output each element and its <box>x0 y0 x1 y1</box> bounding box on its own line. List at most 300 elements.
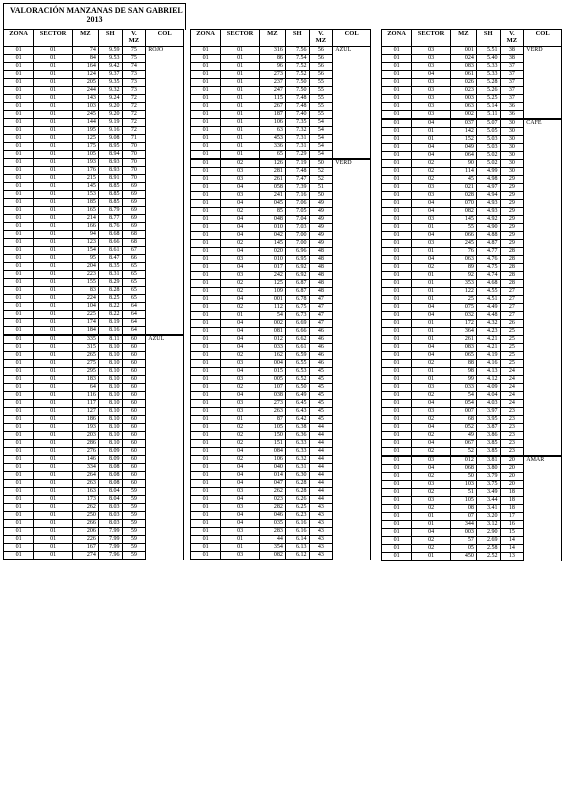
table-cell: 6.59 <box>285 352 309 360</box>
table-cell: 04 <box>412 208 451 216</box>
table-cell: 01 <box>382 95 412 103</box>
table-row <box>191 440 371 448</box>
table-cell <box>146 311 184 319</box>
table-cell: 72 <box>122 111 146 119</box>
column-header: COL <box>524 30 562 47</box>
table-cell: 3.75 <box>476 481 500 489</box>
table-cell: 01 <box>412 368 451 376</box>
table-cell <box>333 63 371 71</box>
table-cell: 6.42 <box>285 416 309 424</box>
table-cell: 01 <box>191 192 221 200</box>
table-cell: 7.35 <box>285 119 309 127</box>
table-cell: 01 <box>4 191 34 199</box>
table-cell <box>146 528 184 536</box>
table-cell: 04 <box>221 320 260 328</box>
table-row <box>382 55 562 63</box>
table-cell: 68 <box>450 416 476 424</box>
table-cell: 54 <box>309 151 333 160</box>
table-row <box>4 504 184 512</box>
table-cell: 7.00 <box>285 232 309 240</box>
table-row <box>382 352 562 360</box>
table-cell: 01 <box>382 473 412 481</box>
table-cell <box>524 208 562 216</box>
table-cell: 010 <box>259 224 285 232</box>
table-row <box>191 224 371 232</box>
table-cell: 264 <box>72 472 98 480</box>
table-cell: 8.10 <box>98 344 122 352</box>
table-cell: 8.85 <box>98 191 122 199</box>
table-cell: 01 <box>382 376 412 384</box>
table-cell: 01 <box>191 336 221 344</box>
table-cell: 03 <box>412 384 451 392</box>
table-row <box>191 496 371 504</box>
table-cell: 242 <box>259 272 285 280</box>
table-cell: 4.48 <box>476 312 500 320</box>
table-cell: 01 <box>34 295 73 303</box>
table-cell <box>333 496 371 504</box>
table-cell: 01 <box>191 480 221 488</box>
table-cell: 8.03 <box>98 512 122 520</box>
table-cell: 01 <box>382 489 412 497</box>
table-row <box>382 304 562 312</box>
table-cell: 026 <box>450 79 476 87</box>
table-cell: 8.10 <box>98 432 122 440</box>
table-cell: 8.93 <box>98 159 122 167</box>
column-header: SECTOR <box>412 30 451 47</box>
table-row <box>191 264 371 272</box>
table-cell: 01 <box>34 87 73 95</box>
table-cell <box>146 488 184 496</box>
table-cell: 166 <box>72 223 98 231</box>
table-cell <box>146 303 184 311</box>
table-row <box>382 232 562 240</box>
table-cell: 01 <box>412 376 451 384</box>
table-cell: 028 <box>450 192 476 200</box>
table-cell: 2.90 <box>476 529 500 537</box>
table-cell <box>524 192 562 200</box>
table-cell: 6.32 <box>285 456 309 464</box>
table-cell: 59 <box>122 552 146 560</box>
table-cell: 002 <box>259 320 285 328</box>
table-cell <box>333 143 371 151</box>
table-cell: 193 <box>72 159 98 167</box>
table-cell: 07 <box>450 513 476 521</box>
table-row <box>4 400 184 408</box>
table-cell: 01 <box>412 136 451 144</box>
table-cell: 01 <box>191 119 221 127</box>
table-cell: 01 <box>34 95 73 103</box>
table-cell: 6.62 <box>285 336 309 344</box>
table-cell: 01 <box>221 416 260 424</box>
table-cell <box>333 544 371 552</box>
table-cell: 237 <box>259 79 285 87</box>
table-cell: 165 <box>72 207 98 215</box>
table-cell <box>333 336 371 344</box>
table-cell <box>146 552 184 560</box>
table-cell: 02 <box>221 424 260 432</box>
table-cell: AMAR <box>524 456 562 465</box>
table-cell: 01 <box>34 79 73 87</box>
table-row <box>382 103 562 111</box>
table-cell: 01 <box>191 496 221 504</box>
table-cell: 46 <box>309 352 333 360</box>
table-cell: 01 <box>4 335 34 344</box>
table-cell: 60 <box>122 392 146 400</box>
table-cell: 01 <box>34 384 73 392</box>
table-row <box>4 536 184 544</box>
table-cell: 01 <box>34 47 73 55</box>
table-cell: 64 <box>122 319 146 327</box>
table-cell: 01 <box>191 536 221 544</box>
table-cell: 065 <box>450 352 476 360</box>
table-cell: 336 <box>259 143 285 151</box>
table-cell: 048 <box>259 216 285 224</box>
table-cell: 8.35 <box>98 263 122 271</box>
table-cell <box>146 263 184 271</box>
table-cell: 8.76 <box>98 223 122 231</box>
table-cell: 24 <box>500 376 524 384</box>
table-cell: 8.08 <box>98 480 122 488</box>
table-cell <box>524 136 562 144</box>
table-cell: 049 <box>450 144 476 152</box>
table-cell: 4.19 <box>476 352 500 360</box>
table-cell: 6.16 <box>285 520 309 528</box>
column-header: COL <box>146 30 184 47</box>
table-cell: 01 <box>34 199 73 207</box>
table-row <box>382 128 562 136</box>
table-cell: 02 <box>412 448 451 457</box>
table-cell: 6.43 <box>285 408 309 416</box>
table-cell: 125 <box>72 135 98 143</box>
table-row <box>191 488 371 496</box>
table-cell: 01 <box>191 256 221 264</box>
table-row <box>191 320 371 328</box>
table-cell: 167 <box>72 544 98 552</box>
table-cell: 024 <box>450 55 476 63</box>
table-cell: 56 <box>309 47 333 55</box>
table-cell: 30 <box>500 136 524 144</box>
table-cell: 7.03 <box>285 224 309 232</box>
table-cell: 244 <box>72 87 98 95</box>
table-cell: 60 <box>122 472 146 480</box>
table-cell <box>146 376 184 384</box>
table-cell: 03 <box>221 360 260 368</box>
table-cell: 01 <box>191 240 221 248</box>
table-cell: 28 <box>500 272 524 280</box>
table-cell <box>146 536 184 544</box>
table-row <box>382 416 562 424</box>
table-cell: 01 <box>382 456 412 465</box>
table-cell: 29 <box>500 176 524 184</box>
table-cell: 6.73 <box>285 312 309 320</box>
table-cell <box>333 408 371 416</box>
table-cell: 6.30 <box>285 472 309 480</box>
column-header: SH <box>98 30 122 47</box>
table-cell: 052 <box>450 424 476 432</box>
table-cell: 18 <box>500 505 524 513</box>
table-cell: 01 <box>4 271 34 279</box>
table-cell: 01 <box>221 87 260 95</box>
table-cell: 01 <box>221 79 260 87</box>
table-cell: 5.02 <box>476 160 500 168</box>
table-cell <box>146 544 184 552</box>
table-cell: 60 <box>122 384 146 392</box>
table-row <box>382 513 562 521</box>
table-cell: 50 <box>309 159 333 168</box>
table-cell: 01 <box>221 111 260 119</box>
table-cell <box>146 448 184 456</box>
table-cell: 47 <box>309 296 333 304</box>
table-cell <box>146 127 184 135</box>
table-cell: 146 <box>72 456 98 464</box>
table-cell: 046 <box>259 512 285 520</box>
table-cell <box>146 512 184 520</box>
table-cell: 02 <box>221 456 260 464</box>
table-cell: 04 <box>221 464 260 472</box>
table-row <box>4 151 184 159</box>
table-cell: 65 <box>122 263 146 271</box>
table-cell: 43 <box>309 536 333 544</box>
table-cell <box>333 288 371 296</box>
table-cell: 87 <box>259 416 285 424</box>
table-cell: 29 <box>500 216 524 224</box>
table-cell: 01 <box>221 544 260 552</box>
table-cell: 01 <box>191 87 221 95</box>
table-cell: 020 <box>259 248 285 256</box>
table-cell: 01 <box>191 176 221 184</box>
table-cell: 43 <box>309 520 333 528</box>
table-cell: 4.90 <box>476 224 500 232</box>
table-cell: 23 <box>500 440 524 448</box>
table-cell: 01 <box>382 296 412 304</box>
table-cell: 3.85 <box>476 440 500 448</box>
table-cell: 01 <box>382 392 412 400</box>
table-cell: 082 <box>259 552 285 560</box>
table-cell: 01 <box>191 320 221 328</box>
table-cell: 29 <box>500 224 524 232</box>
table-cell: 52 <box>309 168 333 176</box>
table-row <box>191 552 371 560</box>
table-cell: 068 <box>450 465 476 473</box>
table-cell: 01 <box>191 79 221 87</box>
table-cell: 01 <box>382 184 412 192</box>
table-row <box>382 280 562 288</box>
table-row <box>4 416 184 424</box>
table-cell: 01 <box>382 176 412 184</box>
table-cell: 76 <box>450 248 476 256</box>
table-cell: 01 <box>34 71 73 79</box>
table-cell: 01 <box>4 55 34 63</box>
table-cell <box>524 288 562 296</box>
table-cell: 30 <box>500 128 524 136</box>
table-cell <box>146 400 184 408</box>
table-cell: 96 <box>259 63 285 71</box>
table-cell: 01 <box>382 320 412 328</box>
table-cell: 01 <box>191 103 221 111</box>
table-cell: 01 <box>4 544 34 552</box>
table-cell: 241 <box>259 192 285 200</box>
table-cell: 6.61 <box>285 344 309 352</box>
table-cell: 5.51 <box>476 47 500 55</box>
table-cell: 56 <box>309 71 333 79</box>
table-cell: 45 <box>309 384 333 392</box>
table-cell: 01 <box>382 368 412 376</box>
table-cell: 245 <box>450 240 476 248</box>
table-cell: 263 <box>72 480 98 488</box>
table-cell: 01 <box>34 448 73 456</box>
table-cell: 6.33 <box>285 440 309 448</box>
table-row <box>382 87 562 95</box>
table-cell <box>333 232 371 240</box>
table-cell <box>333 424 371 432</box>
table-cell: 70 <box>122 143 146 151</box>
table-cell: 29 <box>500 200 524 208</box>
table-cell <box>524 392 562 400</box>
table-cell: 04 <box>412 440 451 448</box>
table-cell: 60 <box>122 424 146 432</box>
table-cell: 064 <box>450 152 476 160</box>
table-cell: 03 <box>412 47 451 55</box>
table-cell: 03 <box>412 497 451 505</box>
table-cell <box>333 432 371 440</box>
table-cell: 033 <box>450 384 476 392</box>
table-row <box>191 376 371 384</box>
table-cell: 176 <box>72 167 98 175</box>
table-row <box>4 360 184 368</box>
table-cell: 48 <box>309 248 333 256</box>
table-cell: 51 <box>450 489 476 497</box>
table-cell: 174 <box>72 319 98 327</box>
valuation-table-2 <box>190 29 371 560</box>
table-row <box>4 392 184 400</box>
table-cell: 54 <box>309 143 333 151</box>
table-cell <box>333 464 371 472</box>
table-cell: 70 <box>122 175 146 183</box>
table-cell: 01 <box>191 440 221 448</box>
table-row <box>191 135 371 143</box>
table-cell: 104 <box>72 303 98 311</box>
table-cell: 01 <box>34 127 73 135</box>
table-cell: 44 <box>309 472 333 480</box>
table-cell: 04 <box>412 232 451 240</box>
table-cell: 04 <box>221 512 260 520</box>
table-cell: 14 <box>500 545 524 553</box>
table-row <box>4 95 184 103</box>
table-cell: 01 <box>34 55 73 63</box>
table-cell: 04 <box>412 119 451 128</box>
table-row <box>382 176 562 184</box>
table-cell: 03 <box>412 79 451 87</box>
table-cell <box>333 95 371 103</box>
table-cell: 04 <box>221 328 260 336</box>
table-cell: 01 <box>34 496 73 504</box>
table-cell: 01 <box>382 240 412 248</box>
table-cell: 01 <box>382 553 412 561</box>
table-cell: 04 <box>412 424 451 432</box>
table-cell: 56 <box>309 55 333 63</box>
table-cell <box>524 400 562 408</box>
table-cell: 01 <box>382 448 412 457</box>
table-cell: 71 <box>122 135 146 143</box>
table-cell <box>333 87 371 95</box>
table-cell: 04 <box>221 344 260 352</box>
table-cell: 276 <box>72 448 98 456</box>
table-cell: 37 <box>500 71 524 79</box>
table-cell: 6.16 <box>285 528 309 536</box>
column-header: V. MZ <box>500 30 524 47</box>
table-cell: 01 <box>4 119 34 127</box>
table-cell: 335 <box>72 335 98 344</box>
table-cell: 88 <box>450 360 476 368</box>
table-cell: 04 <box>221 392 260 400</box>
table-cell: 01 <box>382 103 412 111</box>
table-cell: 01 <box>4 416 34 424</box>
table-cell: 73 <box>122 79 146 87</box>
table-row <box>191 111 371 119</box>
table-cell: 01 <box>221 47 260 55</box>
table-cell: 01 <box>34 215 73 223</box>
table-cell <box>146 231 184 239</box>
table-cell: 9.19 <box>98 119 122 127</box>
table-row <box>382 328 562 336</box>
table-cell: 295 <box>72 368 98 376</box>
table-cell: 30 <box>500 119 524 128</box>
table-cell <box>333 376 371 384</box>
table-row <box>382 320 562 328</box>
table-cell: 60 <box>122 480 146 488</box>
table-row <box>382 240 562 248</box>
table-cell: 64 <box>122 303 146 311</box>
table-cell: 204 <box>72 263 98 271</box>
table-row <box>191 480 371 488</box>
table-cell: 7.31 <box>285 135 309 143</box>
table-cell: 040 <box>259 464 285 472</box>
table-cell <box>333 368 371 376</box>
table-cell <box>524 272 562 280</box>
table-cell: 184 <box>72 327 98 336</box>
table-cell: 453 <box>259 135 285 143</box>
table-cell: 44 <box>309 480 333 488</box>
table-cell <box>146 159 184 167</box>
table-cell: 223 <box>72 271 98 279</box>
table-cell: 43 <box>309 512 333 520</box>
table-cell: 01 <box>191 432 221 440</box>
table-cell: 7.47 <box>285 176 309 184</box>
table-cell: 44 <box>309 488 333 496</box>
table-cell: 01 <box>34 151 73 159</box>
table-cell <box>333 216 371 224</box>
table-cell: 7.40 <box>285 111 309 119</box>
table-cell: 28 <box>500 256 524 264</box>
table-cell: 49 <box>309 216 333 224</box>
table-row <box>4 207 184 215</box>
table-cell: 01 <box>34 528 73 536</box>
table-cell: 8.10 <box>98 424 122 432</box>
table-cell: 01 <box>382 505 412 513</box>
table-cell: 142 <box>450 128 476 136</box>
table-cell: 55 <box>309 111 333 119</box>
page-year: 2013 <box>86 15 103 24</box>
table-cell: 01 <box>382 328 412 336</box>
table-cell: 63 <box>259 127 285 135</box>
table-cell: 04 <box>221 336 260 344</box>
table-cell: 83 <box>72 287 98 295</box>
table-cell: 01 <box>382 63 412 71</box>
table-cell: 023 <box>450 87 476 95</box>
table-cell: 04 <box>412 529 451 537</box>
table-cell: 01 <box>34 392 73 400</box>
table-cell: 01 <box>4 279 34 287</box>
